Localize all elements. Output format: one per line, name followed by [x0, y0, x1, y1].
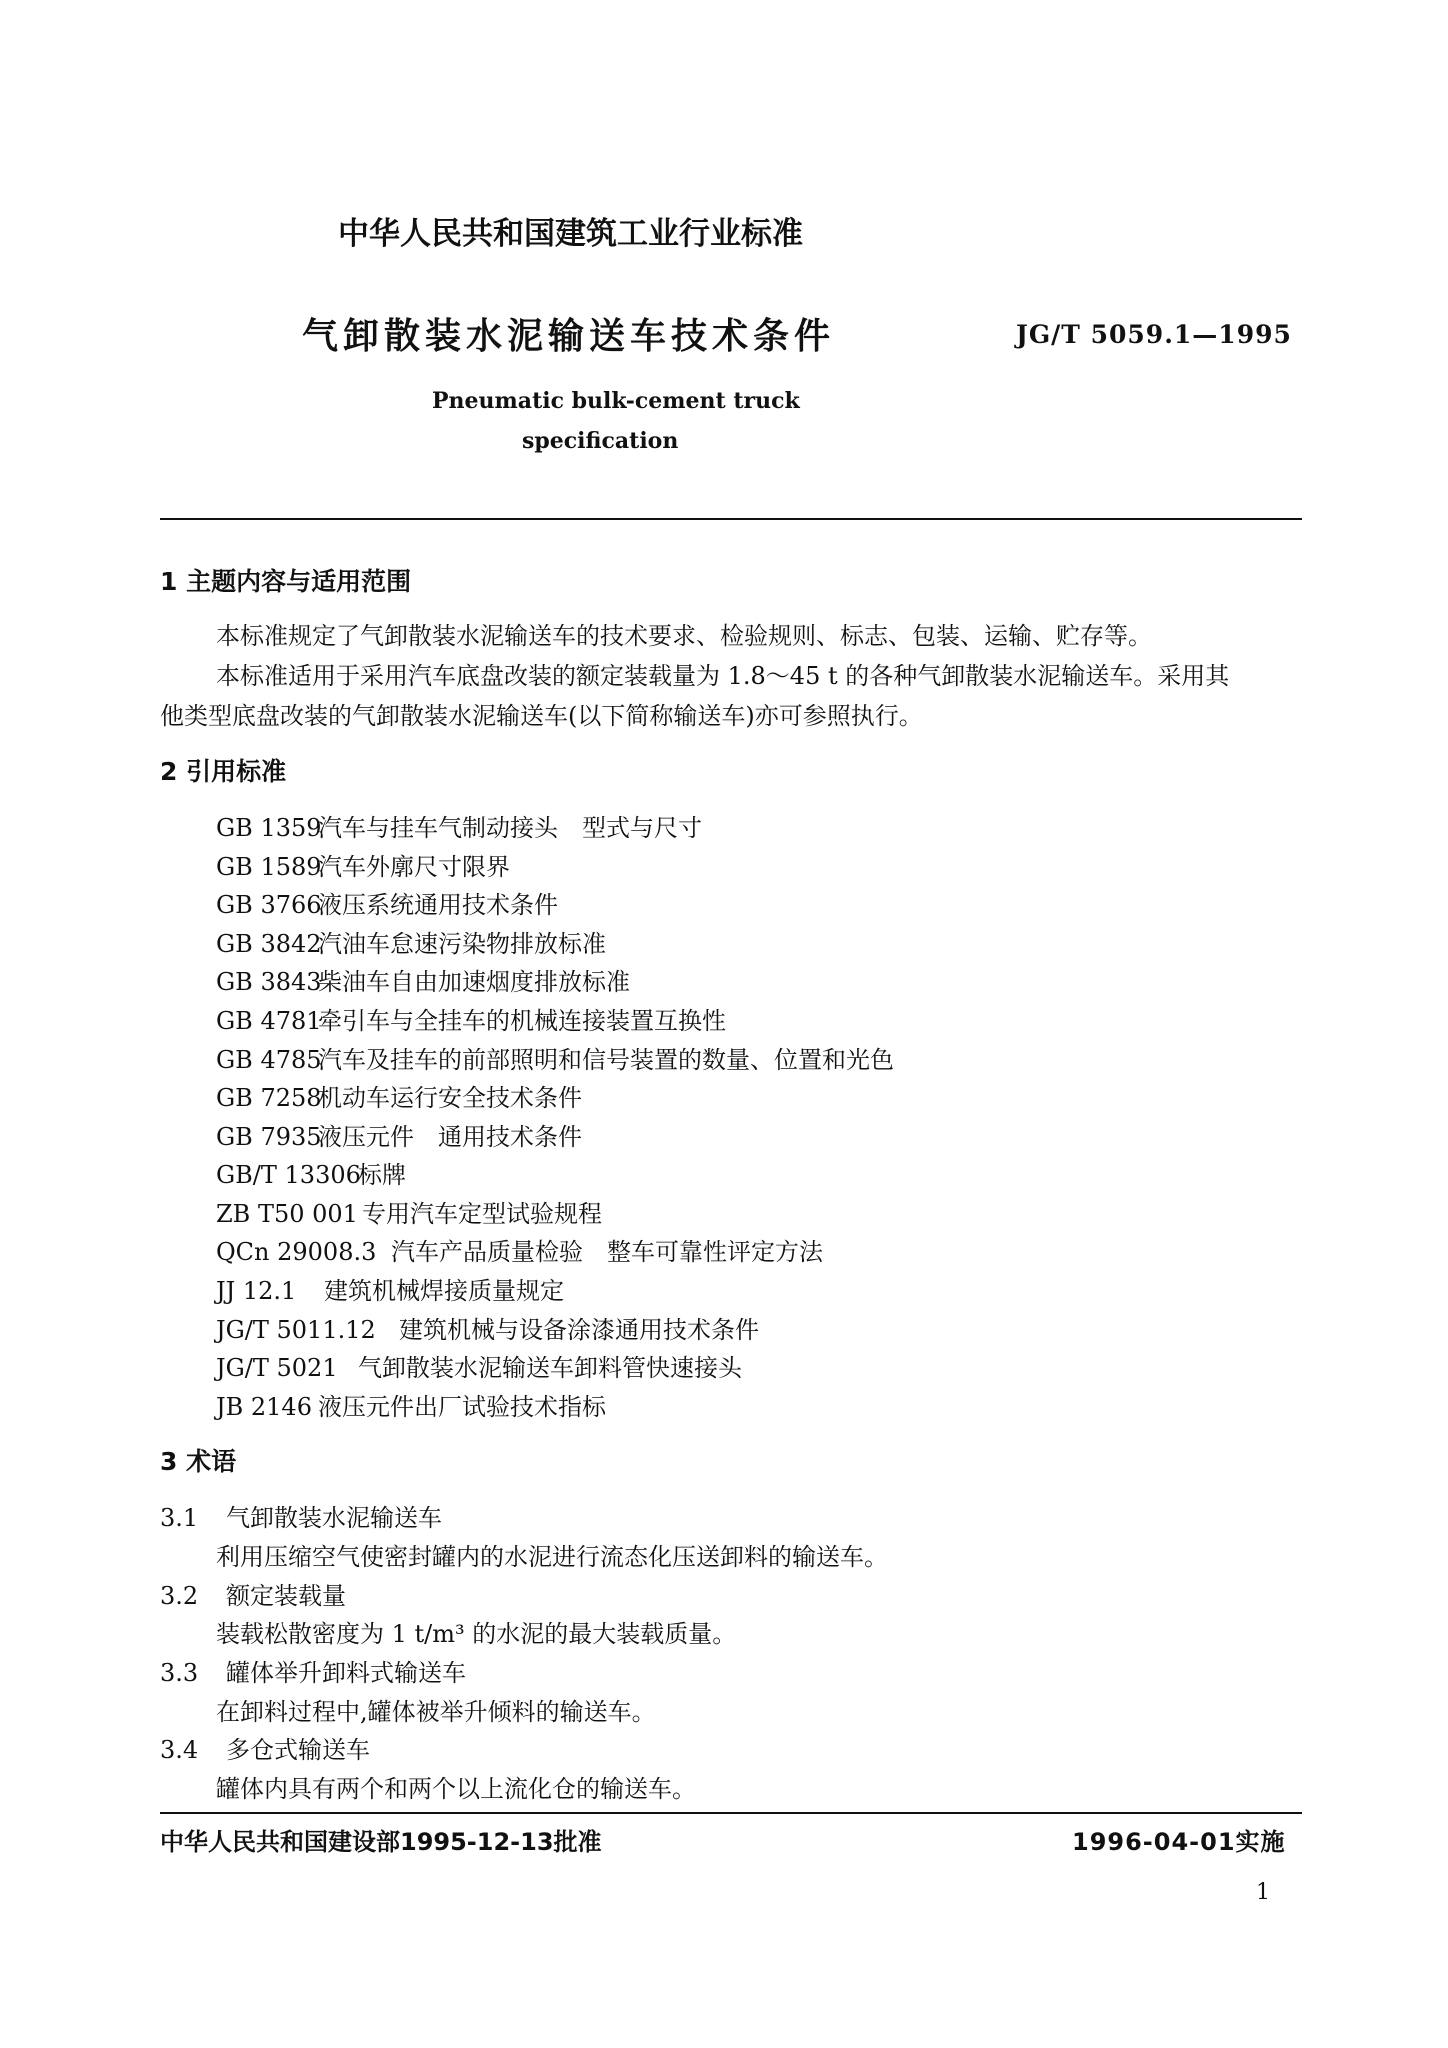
reference-item [216, 1232, 823, 1267]
reference-item [216, 1117, 582, 1152]
reference-item [216, 1155, 406, 1190]
term-number: 3.1 [160, 1504, 199, 1532]
reference-item [216, 1001, 726, 1036]
reference-code: JG/T 5011.12 [216, 1316, 376, 1344]
reference-title: 气卸散装水泥输送车卸料管快速接头 [358, 1354, 742, 1382]
term-definition: 在卸料过程中,罐体被举升倾料的输送车。 [216, 1698, 656, 1726]
reference-item [216, 885, 558, 920]
reference-code: GB 7935 [216, 1123, 322, 1151]
reference-code: QCn 29008.3 [216, 1238, 377, 1266]
reference-item [216, 1040, 894, 1075]
reference-item [216, 1271, 564, 1306]
reference-item [216, 1310, 759, 1345]
doc-title: 气卸散装水泥输送车技术条件 [302, 316, 836, 357]
reference-item [216, 924, 606, 959]
section-1-para-2b: 他类型底盘改装的气卸散装水泥输送车(以下简称输送车)亦可参照执行。 [160, 702, 923, 730]
effective-date: 1996-04-01实施 [1072, 1828, 1286, 1856]
reference-item [216, 1387, 606, 1422]
org-title: 中华人民共和国建筑工业行业标准 [338, 216, 803, 252]
reference-code: JG/T 5021 [216, 1354, 338, 1382]
english-title-line-2: specification [522, 428, 679, 454]
reference-title: 建筑机械焊接质量规定 [324, 1277, 564, 1305]
section-1-para-1: 本标准规定了气卸散装水泥输送车的技术要求、检验规则、标志、包装、运输、贮存等。 [216, 622, 1152, 650]
footer-rule [160, 1812, 1302, 1814]
term-heading [160, 1730, 370, 1765]
reference-item [216, 847, 510, 882]
reference-item [216, 962, 630, 997]
term-number: 3.3 [160, 1659, 199, 1687]
standard-number: JG/T 5059.1—1995 [1016, 320, 1292, 349]
reference-title: 专用汽车定型试验规程 [362, 1200, 602, 1228]
reference-code: GB 3843 [216, 968, 322, 996]
reference-code: JB 2146 [216, 1393, 312, 1421]
reference-title: 机动车运行安全技术条件 [318, 1084, 582, 1112]
section-1-para-2a: 本标准适用于采用汽车底盘改装的额定装载量为 1.8～45 t 的各种气卸散装水泥输送车。采用其 [216, 662, 1230, 690]
section-3-heading: 3 术语 [160, 1447, 237, 1476]
reference-item [216, 1078, 582, 1113]
approval-line: 中华人民共和国建设部1995-12-13批准 [160, 1828, 602, 1856]
reference-title: 汽车及挂车的前部照明和信号装置的数量、位置和光色 [318, 1046, 894, 1074]
reference-title: 汽车外廓尺寸限界 [318, 853, 510, 881]
term-name: 罐体举升卸料式输送车 [226, 1659, 466, 1687]
reference-code: GB 1589 [216, 853, 322, 881]
term-definition: 罐体内具有两个和两个以上流化仓的输送车。 [216, 1775, 696, 1803]
section-2-heading: 2 引用标准 [160, 757, 287, 786]
term-heading [160, 1576, 346, 1611]
reference-item [216, 1348, 742, 1383]
reference-code: GB 1359 [216, 814, 322, 842]
header-rule [160, 518, 1302, 520]
term-name: 气卸散装水泥输送车 [226, 1504, 442, 1532]
reference-title: 柴油车自由加速烟度排放标准 [318, 968, 630, 996]
reference-code: GB/T 13306 [216, 1161, 361, 1189]
reference-code: JJ 12.1 [216, 1277, 297, 1305]
term-heading [160, 1653, 466, 1688]
reference-item [216, 1194, 602, 1229]
reference-code: ZB T50 001 [216, 1200, 358, 1228]
page-number: 1 [1256, 1880, 1270, 1905]
reference-code: GB 7258 [216, 1084, 322, 1112]
english-title-line-1: Pneumatic bulk-cement truck [432, 388, 800, 414]
reference-title: 液压系统通用技术条件 [318, 891, 558, 919]
reference-title: 液压元件 通用技术条件 [318, 1123, 582, 1151]
reference-item [216, 808, 702, 843]
reference-code: GB 3766 [216, 891, 322, 919]
reference-code: GB 4785 [216, 1046, 322, 1074]
term-number: 3.2 [160, 1582, 199, 1610]
term-definition: 装载松散密度为 1 t/m³ 的水泥的最大装载质量。 [216, 1620, 737, 1648]
reference-code: GB 4781 [216, 1007, 322, 1035]
reference-title: 牵引车与全挂车的机械连接装置互换性 [318, 1007, 726, 1035]
term-name: 额定装载量 [226, 1582, 346, 1610]
term-number: 3.4 [160, 1736, 199, 1764]
reference-title: 汽油车怠速污染物排放标准 [318, 930, 606, 958]
reference-code: GB 3842 [216, 930, 322, 958]
term-heading [160, 1498, 442, 1533]
reference-title: 建筑机械与设备涂漆通用技术条件 [399, 1316, 759, 1344]
reference-title: 汽车产品质量检验 整车可靠性评定方法 [391, 1238, 823, 1266]
reference-title: 液压元件出厂试验技术指标 [318, 1393, 606, 1421]
reference-title: 标牌 [358, 1161, 406, 1189]
term-name: 多仓式输送车 [226, 1736, 370, 1764]
section-1-heading: 1 主题内容与适用范围 [160, 567, 412, 596]
reference-title: 汽车与挂车气制动接头 型式与尺寸 [318, 814, 702, 842]
term-definition: 利用压缩空气使密封罐内的水泥进行流态化压送卸料的输送车。 [216, 1543, 888, 1571]
